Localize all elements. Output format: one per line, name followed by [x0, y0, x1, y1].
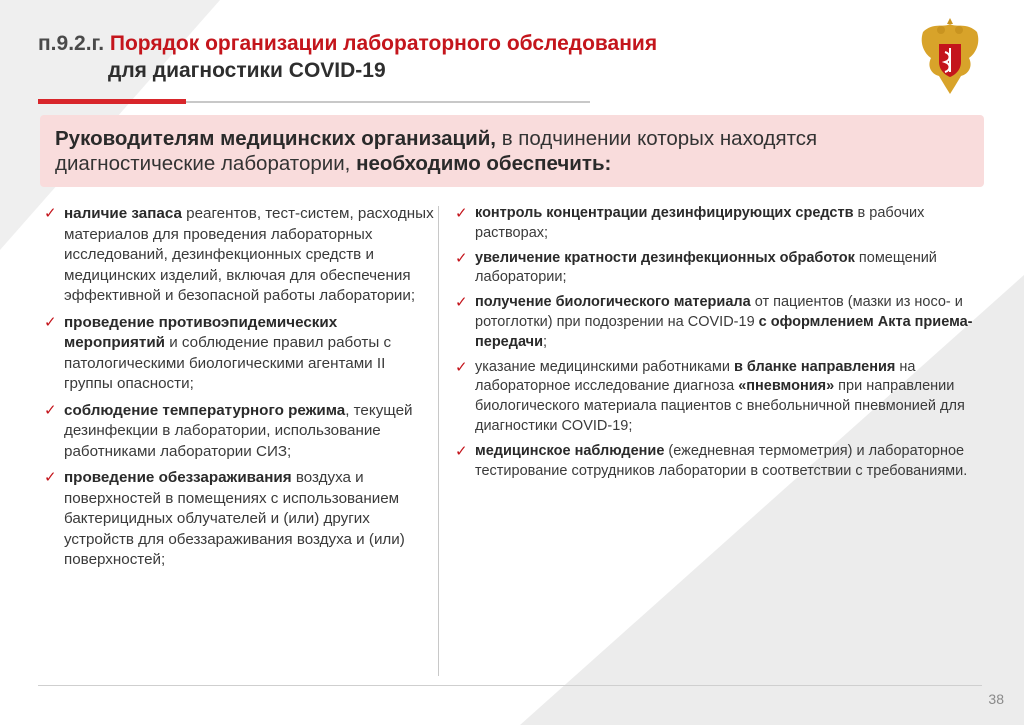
instruction-banner: [40, 115, 984, 187]
item-bold-2: «пневмония»: [738, 378, 835, 395]
list-item: [44, 204, 436, 307]
checkmark-icon: ✓: [455, 442, 468, 460]
item-text: и соблюдение правил работы с патологическими биологическими агентами II группы опасности;: [64, 334, 392, 392]
item-bold: контроль концентрации дезинфицирующих средств: [475, 205, 854, 221]
checkmark-icon: ✓: [44, 469, 57, 486]
item-text: в рабочих растворах;: [475, 205, 925, 241]
coat-of-arms-emblem-icon: [915, 14, 985, 96]
list-item: [455, 293, 973, 352]
item-bold: соблюдение температурного режима: [64, 401, 346, 419]
title-row-1: [38, 30, 657, 58]
header-accent-bar: [38, 99, 186, 104]
list-item: [44, 401, 436, 463]
footer-divider: [38, 685, 982, 686]
item-bold: наличие запаса: [64, 205, 182, 222]
item-bold: получение биологического материала: [475, 294, 751, 311]
banner-bold-1: Руководителям медицинских организаций,: [55, 127, 496, 150]
column-divider: [438, 206, 439, 676]
item-text-2: ;: [542, 333, 548, 350]
list-item: [455, 249, 973, 289]
item-text-2: при направлении биологического материала пациентов с внебольничной пневмонией для диагностики COVID-19;: [475, 378, 965, 434]
section-number: п.9.2.г.: [38, 32, 105, 55]
item-bold-2: с оформлением Акта приема-передачи: [475, 313, 973, 350]
left-requirements-list: [44, 204, 436, 577]
item-text: на лабораторное исследование диагноза: [475, 358, 916, 395]
item-text: помещений лаборатории;: [475, 249, 937, 286]
list-item: [455, 204, 973, 244]
list-item: [455, 442, 973, 482]
checkmark-icon: ✓: [44, 313, 57, 331]
item-bold: увеличение кратности дезинфекционных обработок: [475, 249, 855, 266]
checkmark-icon: ✓: [455, 294, 468, 312]
item-text-0: указание медицинскими работниками: [475, 358, 734, 375]
checkmark-icon: ✓: [455, 358, 468, 376]
item-text: реагентов, тест-систем, расходных материалов для проведения лабораторных исследований, дезинфекционных средств и медицинских изделий, включая для обеспечения эффективной и безопасной работы лаборатории;: [64, 205, 434, 304]
item-bold: в бланке направления: [733, 358, 896, 375]
item-text: (ежедневная термометрия) и лабораторное тестирование сотрудников лаборатории в соответствии с требованиями.: [475, 442, 968, 479]
checkmark-icon: ✓: [44, 401, 57, 419]
slide-title: Порядок организации лабораторного обследования: [109, 32, 658, 55]
right-requirements-list: [455, 204, 973, 486]
list-item: [44, 468, 436, 571]
list-item: [455, 358, 973, 437]
checkmark-icon: ✓: [44, 205, 57, 222]
item-text: воздуха и поверхностей в помещениях с использованием бактерицидных облучателей и (или) других устройств для обеззараживания воздуха и (или) поверхностей;: [64, 469, 405, 568]
banner-text-1: в подчинении которых находятся диагностические лаборатории,: [55, 127, 818, 175]
slide-header: [38, 30, 657, 84]
item-bold: проведение обеззараживания: [64, 469, 292, 486]
item-bold: медицинское наблюдение: [475, 442, 665, 459]
item-text: от пациентов (мазки из носо- и ротоглотки) при подозрении на COVID-19: [475, 294, 963, 330]
checkmark-icon: ✓: [455, 249, 468, 267]
slide-subtitle: для диагностики COVID-19: [108, 59, 386, 82]
list-item: [44, 313, 436, 395]
item-text: , текущей дезинфекции в лаборатории, использование работниками лаборатории СИЗ;: [64, 401, 413, 460]
item-bold: проведение противоэпидемических мероприятий: [64, 313, 338, 351]
banner-bold-2: необходимо обеспечить:: [356, 152, 612, 175]
page-number: 38: [988, 691, 1004, 707]
checkmark-icon: ✓: [455, 205, 468, 222]
